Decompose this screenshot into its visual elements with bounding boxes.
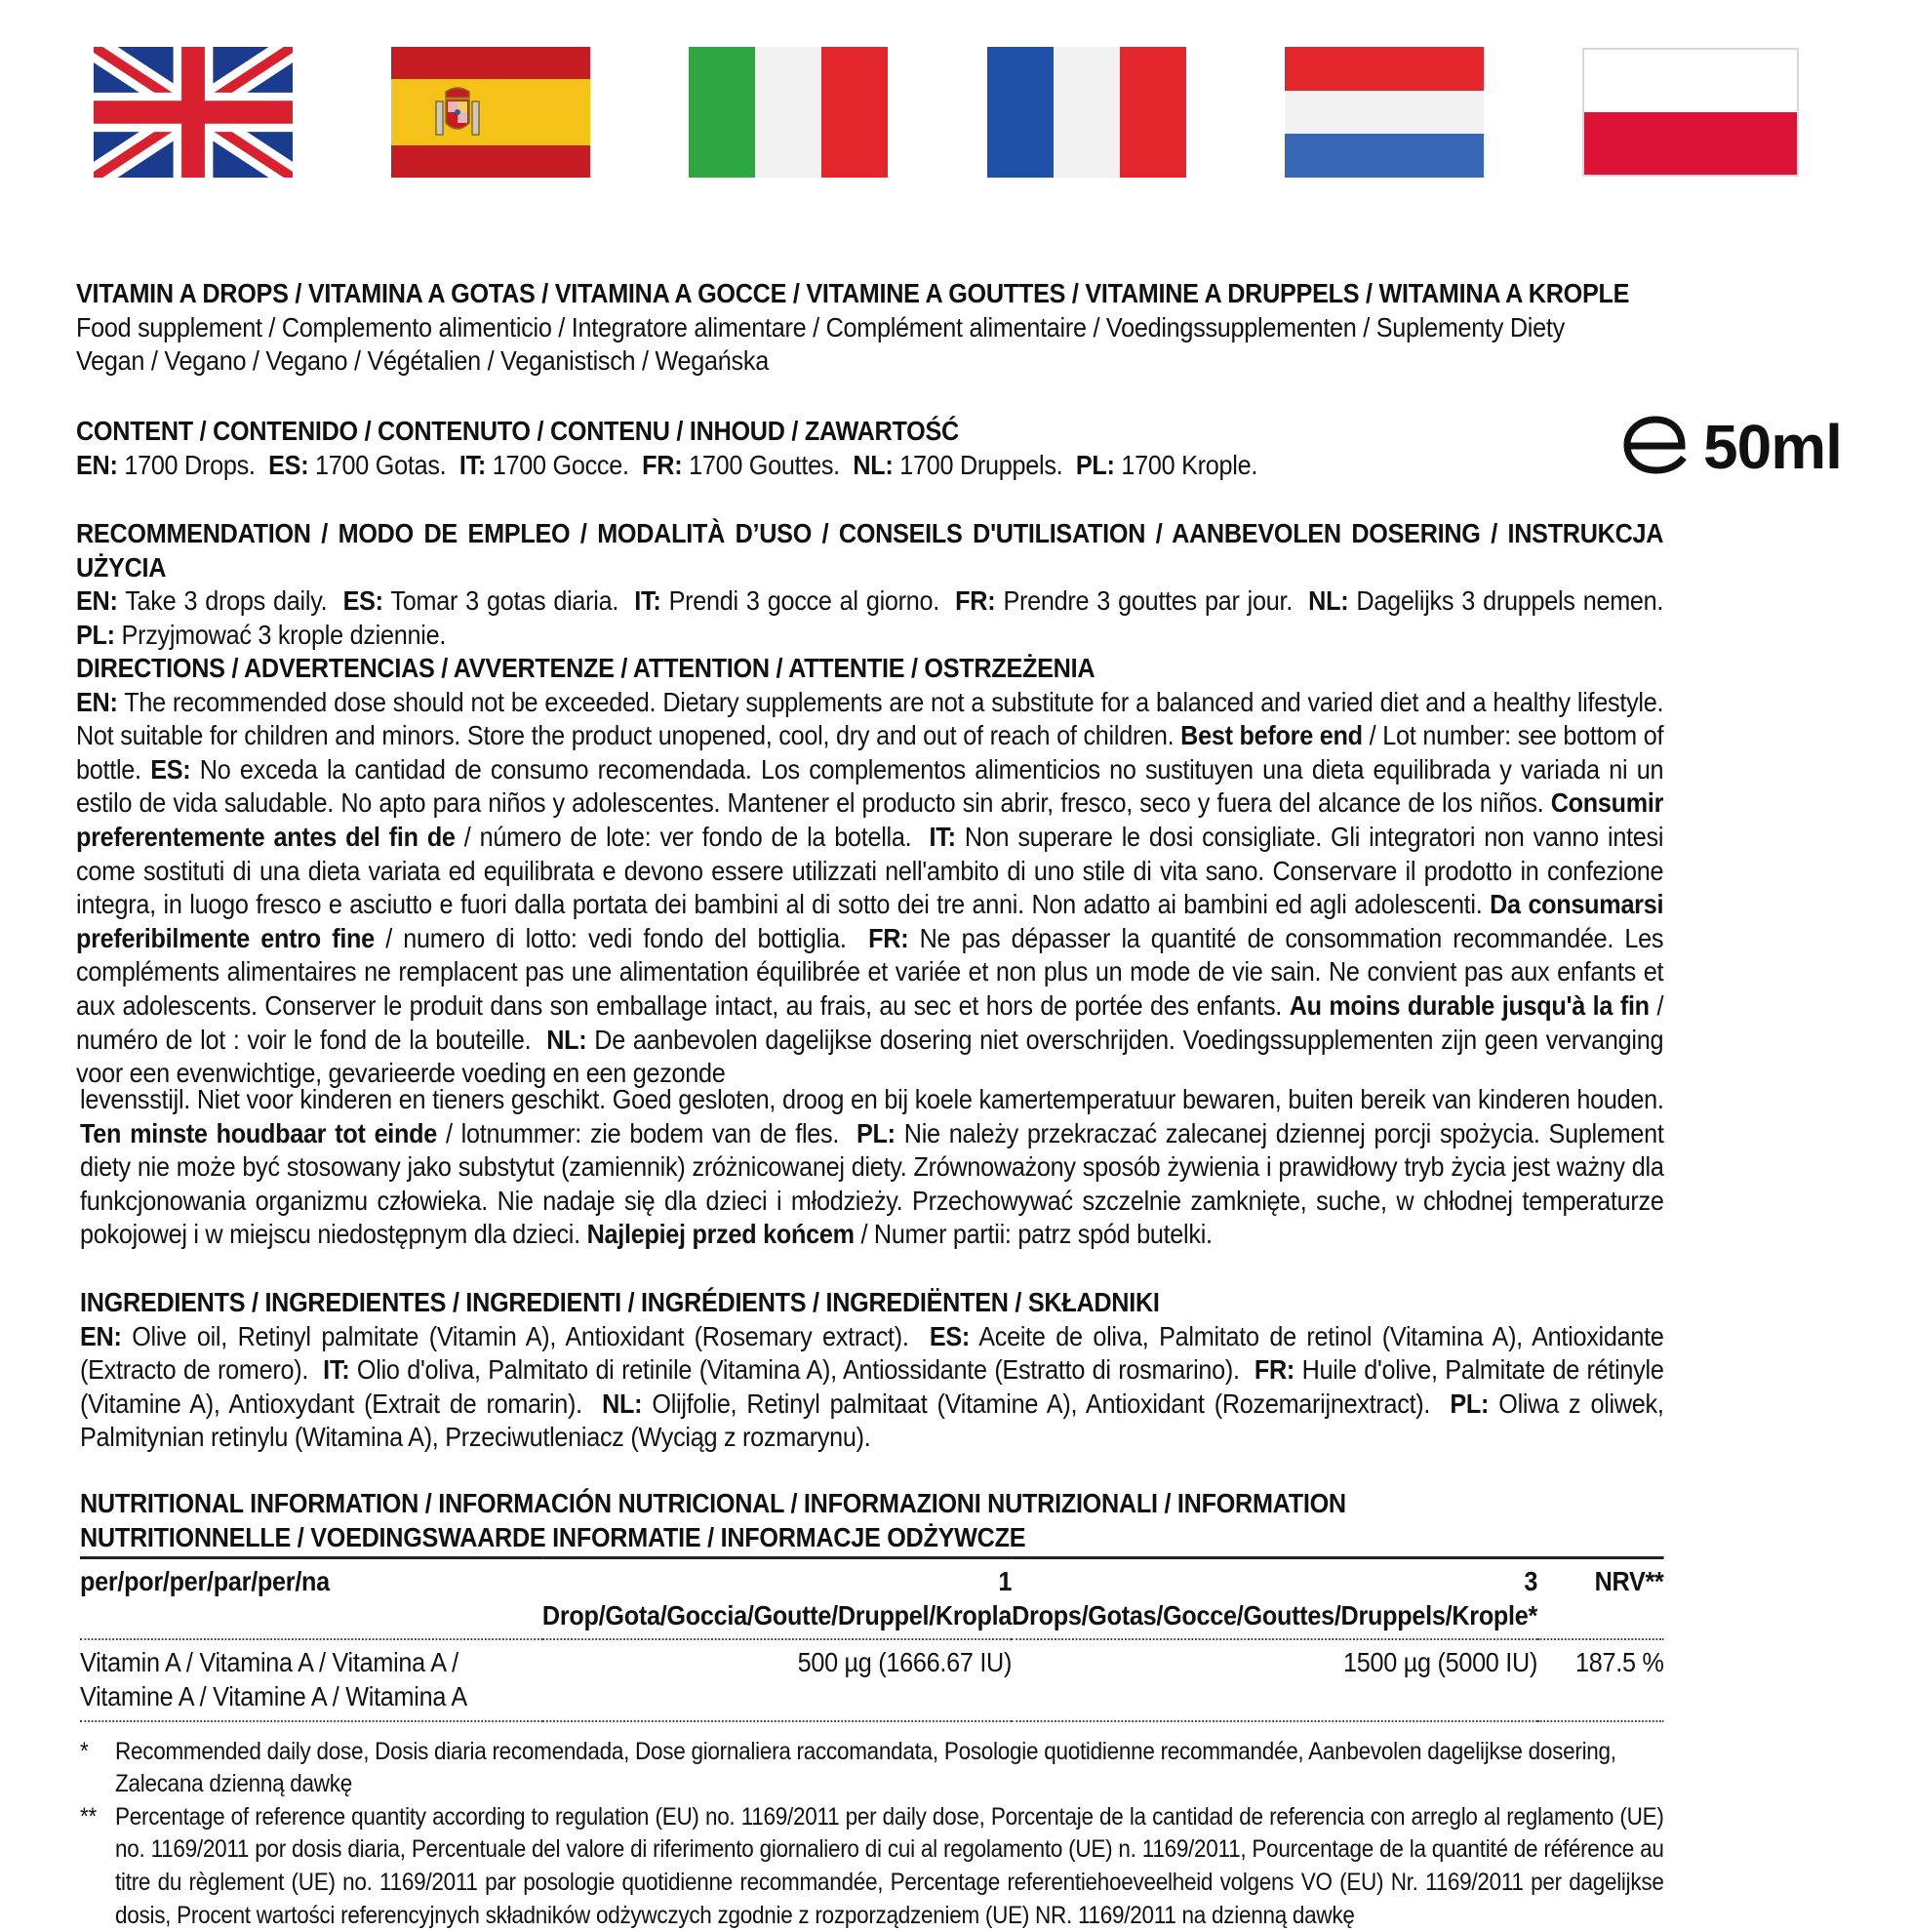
ing-text-fr: Huile d'olive, Palmitate de rétinyle (Vitamine A), Antioxydant (Extrait de romarin). [80, 1354, 1664, 1419]
dir-tail-en: / Lot number: see bottom of bottle. [76, 720, 1664, 785]
dir-tail-es: / número de lote: ver fondo de la botella. [455, 821, 912, 852]
ing-text-es: Aceite de oliva, Palmitato de retinol (Vitamina A), Antioxidante (Extracto de romero). [80, 1320, 1664, 1386]
dir-tail-pl: / Numer partii: patrz spód butelki. [854, 1219, 1213, 1250]
nutrition-section [80, 1487, 1664, 1932]
ing-lang-fr: FR: [1254, 1354, 1295, 1386]
rec-lang-en: EN: [76, 585, 118, 617]
dir-text-nl: De aanbevolen dagelijkse dosering niet overschrijden. Voedingssupplementen zijn geen vervanging voor een evenwichtige, gevarieerde voeding en een gezonde [76, 1024, 1664, 1089]
product-type: Food supplement / Complemento alimenticio / Integratore alimentare / Complément alimentaire / Voedingssupplementen / Suplementy Diety [76, 311, 1565, 342]
dir-tail-it: / numero di lotto: vedi fondo del bottiglia. [374, 922, 847, 953]
footnote-mark: * [80, 1737, 89, 1765]
rec-lang-pl: PL: [76, 619, 115, 650]
footnotes [80, 1736, 1664, 1932]
content-text-fr: 1700 Gouttes. [682, 449, 840, 480]
col-per-dose: 3 Drops/Gotas/Gocce/Gouttes/Druppels/Krople* [1012, 1558, 1537, 1640]
product-info [76, 277, 1663, 379]
dir-bold-en: Best before end [1180, 720, 1363, 751]
ing-lang-es: ES: [929, 1320, 971, 1351]
product-diet: Vegan / Vegano / Vegano / Végétalien / Veganistisch / Wegańska [76, 345, 769, 377]
volume-mark [1621, 408, 1846, 486]
nutrition-table [80, 1556, 1664, 1721]
dir-text-fr: Ne pas dépasser la quantité de consommation recommandée. Les compléments alimentaires ne remplacent pas une alimentation équilibrée et variée et non plus un mode de vie sain. Ne convient pas aux enfants et aux adolescents. Conserver le produit dans son emballage intact, au frais, au sec et hors de portée des enfants. [76, 922, 1664, 1021]
table-row [80, 1639, 1664, 1720]
dir-tail-fr: / numéro de lot : voir le fond de la bouteille. [76, 989, 1664, 1055]
dir-text-en: The recommended dose should not be exceeded. Dietary supplements are not a substitute for a balanced and varied diet and a healthy lifestyle. Not suitable for children and minors. Store the product unopened, cool, dry and out of reach of children. [76, 686, 1664, 751]
rec-text-en: Take 3 drops daily. [117, 585, 328, 617]
dir-text-pl: Nie należy przekraczać zalecanej dziennej porcji spożycia. Suplement diety nie może być stosowany jako substytut (zamiennik) zróżnicowanej diety. Zrównoważony sposób żywienia i prawidłowy tryb życia jest ważny dla funkcjonowania organizmu człowieka. Nie nadaje się dla dzieci i młodzieży. Przechowywać szczelnie zamknięte, suche, w chłodnej temperaturze pokojowej i w miejscu niedostępnym dla dzieci. [80, 1117, 1664, 1250]
directions-section [76, 652, 1663, 1091]
nutrient-per-dose: 1500 µg (5000 IU) [1012, 1639, 1537, 1720]
rec-lang-fr: FR: [955, 585, 996, 617]
nutrient-nrv: 187.5 % [1537, 1639, 1664, 1720]
content-text-en: 1700 Drops. [117, 449, 256, 480]
volume-text: 50ml [1703, 412, 1842, 482]
content-lang-fr: FR: [642, 449, 683, 480]
dir-bold-es: Consumir preferentemente antes del fin de [76, 787, 1664, 852]
nutrition-header-row [80, 1558, 1664, 1640]
ing-text-it: Olio d'oliva, Palmitato di retinile (Vitamina A), Antiossidante (Estratto di rosmarino). [349, 1354, 1240, 1386]
recommendation-items [76, 584, 1663, 652]
rec-lang-nl: NL: [1308, 585, 1349, 617]
dir-lang-pl: PL: [856, 1117, 896, 1148]
col-per: per/por/per/par/per/na [80, 1558, 542, 1640]
nutrition-heading: NUTRITIONAL INFORMATION / INFORMACIÓN NUTRICIONAL / INFORMAZIONI NUTRIZIONALI / INFORMATION NUTRITIONNELLE / VOEDINGSWAARDE INFORMATIE / INFORMACJE ODŻYWCZE [80, 1488, 1346, 1552]
estimated-e-icon [1621, 415, 1690, 480]
dir-bold-it: Da consumarsi preferibilmente entro fine [76, 889, 1664, 953]
col-nrv: NRV** [1537, 1558, 1664, 1640]
content-lang-nl: NL: [853, 449, 894, 480]
recommendation-section [76, 517, 1663, 652]
dir-bold-pl: Najlepiej przed końcem [586, 1219, 855, 1250]
content-text-es: 1700 Gotas. [308, 449, 447, 480]
rec-text-es: Tomar 3 gotas diaria. [382, 585, 619, 617]
spain-flag-icon [391, 47, 590, 178]
dir-lang-es: ES: [150, 753, 191, 785]
ing-lang-nl: NL: [602, 1388, 643, 1419]
nutrient-per-drop: 500 µg (1666.67 IU) [542, 1639, 1012, 1720]
content-text-pl: 1700 Krople. [1114, 449, 1258, 480]
rec-text-it: Prendi 3 gocce al giorno. [660, 585, 940, 617]
dir-bold-fr: Au moins durable jusqu'à la fin [1289, 989, 1650, 1021]
italy-flag-icon [689, 47, 888, 178]
ing-lang-en: EN: [80, 1320, 122, 1351]
ing-text-pl: Oliwa z oliwek, Palmitynian retinylu (Witamina A), Przeciwutleniacz (Wyciąg z rozmarynu). [80, 1388, 1664, 1453]
dir-text-it: Non superare le dosi consigliate. Gli integratori non vanno intesi come sostituti di una dieta variata ed equilibrata e devono essere utilizzati nell'ambito di uno stile di vita sano. Conservare il prodotto in confezione integra, in luogo fresco e asciutto e fuori dalla portata dei bambini al di sotto dei tre anni. Non adatto ai bambini ed agli adolescenti. [76, 821, 1664, 920]
ing-text-nl: Olijfolie, Retinyl palmitaat (Vitamine A), Antioxidant (Rozemarijnextract). [642, 1388, 1431, 1419]
netherlands-flag-icon [1285, 47, 1484, 178]
content-lang-es: ES: [268, 449, 309, 480]
ingredients-section [80, 1286, 1664, 1455]
content-section [76, 415, 1663, 482]
france-flag-icon [987, 47, 1186, 178]
dir-lang-it: IT: [929, 821, 956, 852]
dir-text-es: No exceda la cantidad de consumo recomendada. Los complementos alimenticios no sustituyen una dieta equilibrada y variada ni un estilo de vida saludable. No apto para niños y adolescentes. Mantener el producto sin abrir, fresco, seco y fuera del alcance de los niños. [76, 753, 1664, 819]
recommendation-heading: RECOMMENDATION / MODO DE EMPLEO / MODALITÀ D’USO / CONSEILS D'UTILISATION / AANBEVOLEN DOSERING / INSTRUKCJA UŻYCIA [76, 518, 1664, 583]
rec-text-pl: Przyjmować 3 krople dziennie. [114, 619, 447, 650]
ingredients-heading: INGREDIENTS / INGREDIENTES / INGREDIENTI / INGRÉDIENTS / INGREDIËNTEN / SKŁADNIKI [80, 1287, 1160, 1317]
footnote [80, 1736, 1664, 1801]
product-title: VITAMIN A DROPS / VITAMINA A GOTAS / VITAMINA A GOCCE / VITAMINE A GOUTTES / VITAMINE A DRUPPELS / WITAMINA A KROPLE [76, 278, 1630, 308]
content-text-nl: 1700 Druppels. [893, 449, 1063, 480]
col-per-drop: 1 Drop/Gota/Goccia/Goutte/Druppel/Kropla [542, 1558, 1012, 1640]
ing-lang-it: IT: [323, 1354, 350, 1386]
directions-continued [80, 1083, 1664, 1252]
uk-flag-icon [94, 47, 293, 178]
rec-lang-es: ES: [342, 585, 383, 617]
directions-heading: DIRECTIONS / ADVERTENCIAS / AVVERTENZE / ATTENTION / ATTENTIE / OSTRZEŻENIA [76, 653, 1095, 683]
dir-lang-fr: FR: [868, 922, 909, 953]
content-heading: CONTENT / CONTENIDO / CONTENUTO / CONTENU / INHOUD / ZAWARTOŚĆ [76, 416, 959, 446]
directions-text-continued [80, 1083, 1664, 1252]
nutrient-name: Vitamin A / Vitamina A / Vitamina A / Vitamine A / Vitamine A / Witamina A [80, 1639, 542, 1720]
ing-lang-pl: PL: [1450, 1388, 1490, 1419]
dir-text-nl-cont: levensstijl. Niet voor kinderen en tieners geschikt. Goed gesloten, droog en bij koele kamertemperatuur bewaren, buiten bereik van kinderen houden. [80, 1084, 1664, 1114]
directions-text [76, 686, 1663, 1091]
footnote-text: Recommended daily dose, Dosis diaria recomendada, Dose giornaliera raccomandata, Posologie quotidienne recommandée, Aanbevolen dagelijkse dosering, Zalecana dzienną dawkę [115, 1737, 1616, 1798]
poland-flag-icon [1582, 48, 1799, 177]
rec-text-fr: Prendre 3 gouttes par jour. [995, 585, 1293, 617]
ing-text-en: Olive oil, Retinyl palmitate (Vitamin A), Antioxidant (Rosemary extract). [121, 1320, 909, 1351]
dir-tail-nl: / lotnummer: zie bodem van de fles. [437, 1117, 840, 1148]
footnote-text: Percentage of reference quantity according to regulation (EU) no. 1169/2011 per daily dose, Porcentaje de la cantidad de referencia con arreglo al reglamento (UE) no. 1169/2011 por dosis diaria, Percentuale del valore di riferimento giornaliero di cui al regolamento (UE) n. 1169/2011, Pourcentage de la quantité de référence au titre du règlement (UE) no. 1169/2011 par posologie quotidienne recommandée, Percentage referentiehoeveelheid volgens VO (EU) Nr. 1169/2011 per dagelijkse dosis, Procent wartości referencyjnych składników odżywczych zgodnie z rozporządzeniem (UE) NR. 1169/2011 na dzienną dawkę [115, 1802, 1664, 1929]
dir-lang-nl: NL: [546, 1024, 587, 1055]
dir-lang-en: EN: [76, 686, 118, 717]
content-lang-en: EN: [76, 449, 118, 480]
flag-row [94, 47, 1799, 178]
content-lang-it: IT: [458, 449, 487, 480]
content-lang-pl: PL: [1075, 449, 1115, 480]
dir-bold-nl: Ten minste houdbaar tot einde [80, 1117, 438, 1148]
rec-text-nl: Dagelijks 3 druppels nemen. [1348, 585, 1664, 617]
ingredients-items [80, 1320, 1664, 1455]
rec-lang-it: IT: [634, 585, 661, 617]
content-items [76, 449, 1663, 483]
footnote-mark: ** [80, 1802, 97, 1831]
content-text-it: 1700 Gocce. [486, 449, 629, 480]
